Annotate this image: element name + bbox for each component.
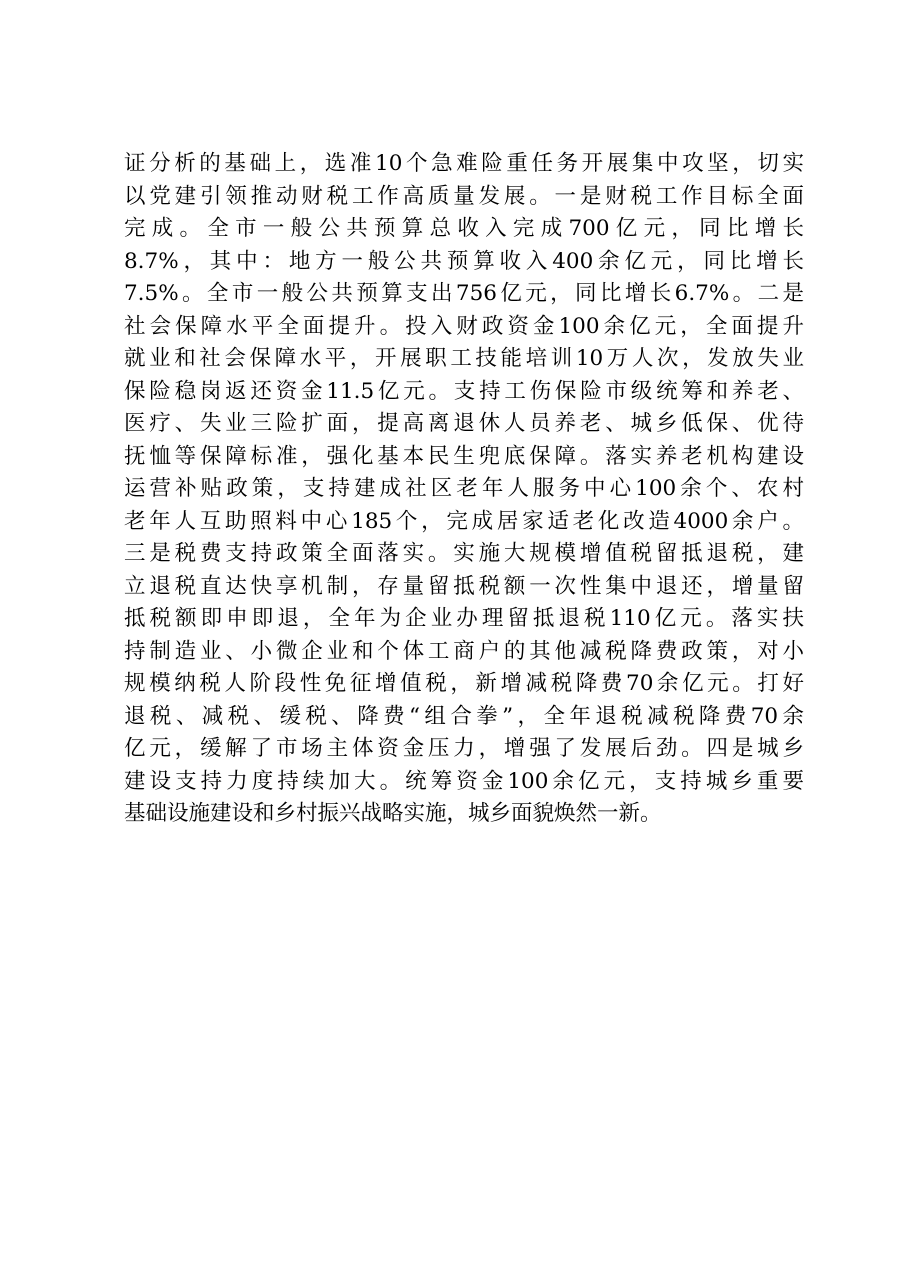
text-line-6: 社会保障水平全面提升。投入财政资金100余亿元，全面提升 xyxy=(124,313,804,339)
text-line-16: 持制造业、小微企业和个体工商户的其他减税降费政策，对小 xyxy=(124,638,804,664)
text-line-9: 医疗、失业三险扩面，提高离退休人员养老、城乡低保、优待 xyxy=(124,411,804,436)
text-line-5: 7.5%。全市一般公共预算支出756亿元，同比增长6.7%。二是 xyxy=(124,281,804,306)
text-line-4: 8.7%，其中：地方一般公共预算收入400余亿元，同比增长 xyxy=(124,248,804,274)
text-line-2: 以党建引领推动财税工作高质量发展。一是财税工作目标全面 xyxy=(124,183,804,209)
text-line-8: 保险稳岗返还资金11.5亿元。支持工伤保险市级统筹和养老、 xyxy=(124,378,804,404)
text-line-13: 三是税费支持政策全面落实。实施大规模增值税留抵退税，建 xyxy=(124,541,804,566)
text-line-11: 运营补贴政策，支持建成社区老年人服务中心100余个、农村 xyxy=(124,476,804,501)
text-line-20: 建设支持力度持续加大。统筹资金100余亿元，支持城乡重要 xyxy=(124,768,804,794)
text-line-19: 亿元，缓解了市场主体资金压力，增强了发展后劲。四是城乡 xyxy=(124,736,804,761)
text-line-15: 抵税额即申即退，全年为企业办理留抵退税110亿元。落实扶 xyxy=(124,606,804,631)
text-line-12: 老年人互助照料中心185个，完成居家适老化改造4000余户。 xyxy=(124,508,804,534)
text-line-21: 基础设施建设和乡村振兴战略实施，城乡面貌焕然一新。 xyxy=(124,801,662,826)
text-line-3: 完成。全市一般公共预算总收入完成700亿元，同比增长 xyxy=(124,216,804,241)
text-line-18: 退税、减税、缓税、降费“组合拳”，全年退税减税降费70余 xyxy=(124,703,804,729)
text-line-14: 立退税直达快享机制，存量留抵税额一次性集中退还，增量留 xyxy=(124,573,804,599)
body-paragraph xyxy=(124,148,804,831)
text-line-1: 证分析的基础上，选准10个急难险重任务开展集中攻坚，切实 xyxy=(124,151,804,176)
text-line-10: 抚恤等保障标准，强化基本民生兜底保障。落实养老机构建设 xyxy=(124,443,804,469)
text-line-7: 就业和社会保障水平，开展职工技能培训10万人次，发放失业 xyxy=(124,346,804,371)
text-line-17: 规模纳税人阶段性免征增值税，新增减税降费70余亿元。打好 xyxy=(124,671,804,696)
